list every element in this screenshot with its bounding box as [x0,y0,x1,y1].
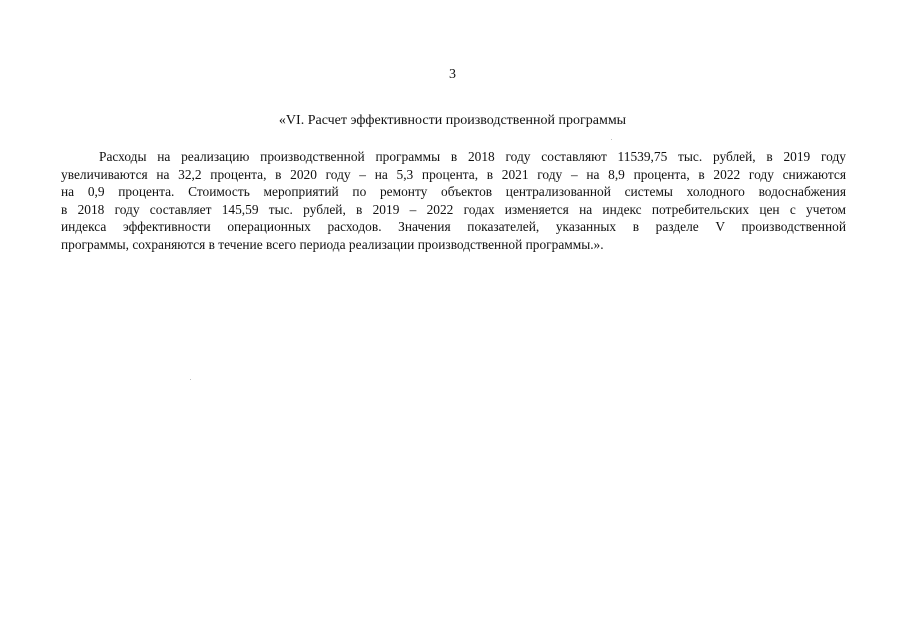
paragraph-line-4: в 2018 году составляет 145,59 тыс. рублей, в 2019 – 2022 годах изменяется на индекс потребительских цен с учетом [61,201,846,217]
paragraph-line-5: индекса эффективности операционных расходов. Значения показателей, указанных в разделе V производственной [61,219,846,234]
scan-speck [611,139,612,140]
paragraph-line-1: Расходы на реализацию производственной программы в 2018 году составляют 11539,75 тыс. рублей, в 2019 году [99,149,846,164]
paragraph-line-2: увеличиваются на 32,2 процента, в 2020 году – на 5,3 процента, в 2021 году – на 8,9 процента, в 2022 году снижаются [61,166,846,182]
scan-speck [190,379,191,380]
page-number: 3 [449,67,456,82]
paragraph-line-6: программы, сохраняются в течение всего периода реализации производственной программы.». [61,236,604,252]
section-heading: «VI. Расчет эффективности производственной программы [278,113,627,128]
paragraph-line-3: на 0,9 процента. Стоимость мероприятий по ремонту объектов централизованной системы холодного водоснабжения [61,184,846,199]
body-paragraph [61,148,846,253]
